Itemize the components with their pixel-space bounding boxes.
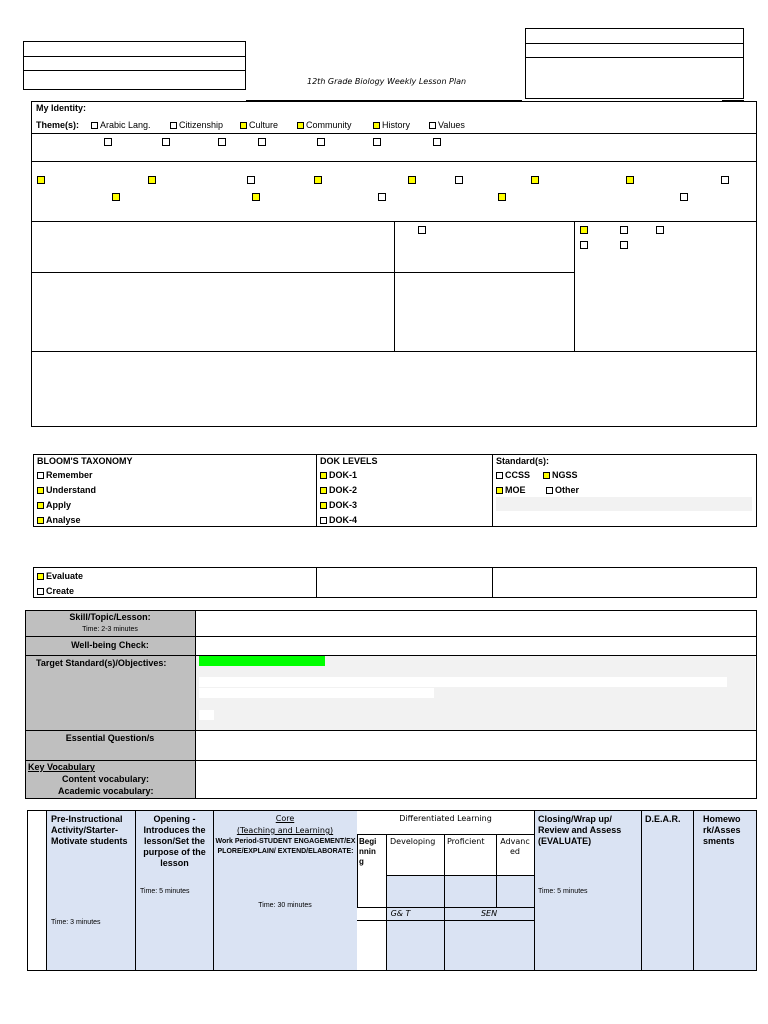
checkbox-icon[interactable] <box>162 138 170 146</box>
standard-ccss[interactable] <box>496 470 530 480</box>
blooms-title: BLOOM'S TAXONOMY <box>37 456 133 466</box>
blooms-label: Evaluate <box>46 571 84 581</box>
lesson-details-divider <box>195 610 196 799</box>
standard-label: NGSS <box>552 470 578 480</box>
taxonomy-divider <box>316 454 317 527</box>
lesson-row-rule <box>25 730 757 731</box>
blooms-label: Apply <box>46 500 72 510</box>
checkbox-icon[interactable] <box>455 176 463 184</box>
checkbox-icon[interactable] <box>37 517 44 524</box>
checkbox-icon[interactable] <box>433 138 441 146</box>
checkbox-icon[interactable] <box>37 502 44 509</box>
blooms-label: Analyse <box>46 515 81 525</box>
standard-ngss[interactable] <box>543 470 578 480</box>
standard-label: Other <box>555 485 580 495</box>
homework-title: Homework/Assessments <box>703 814 741 846</box>
my-identity-label: My Identity: <box>36 103 87 113</box>
header-right-rule <box>525 57 744 58</box>
checkbox-icon[interactable] <box>429 122 436 129</box>
checkbox-icon[interactable] <box>620 226 628 234</box>
checkbox-icon[interactable] <box>320 487 327 494</box>
checkbox-icon[interactable] <box>37 588 44 595</box>
core-subtitle: (Teaching and Learning) <box>236 826 334 835</box>
dok-label: DOK-1 <box>329 470 358 480</box>
identity-divider <box>574 221 575 351</box>
standards-shade <box>496 497 752 511</box>
checkbox-icon[interactable] <box>378 193 386 201</box>
checkbox-icon[interactable] <box>317 138 325 146</box>
core-title: Core <box>275 814 295 823</box>
periods-rule <box>386 875 534 876</box>
checkbox-icon[interactable] <box>148 176 156 184</box>
identity-rule <box>31 161 757 162</box>
lesson-row-rule <box>25 655 757 656</box>
theme-label: Citizenship <box>179 120 224 130</box>
header-left-rule <box>23 70 246 71</box>
differentiated-title: Differentiated Learning <box>399 814 492 823</box>
checkbox-icon[interactable] <box>626 176 634 184</box>
periods-rule <box>357 907 534 908</box>
periods-divider <box>496 834 497 907</box>
target-objectives-label: Target Standard(s)/Objectives: <box>36 658 167 668</box>
dok-2[interactable] <box>320 485 357 495</box>
checkbox-icon[interactable] <box>218 138 226 146</box>
checkbox-icon[interactable] <box>37 472 44 479</box>
closing-title: Closing/Wrap up/ Review and Assess (EVALUATE) <box>538 814 622 846</box>
closing-time: Time: 5 minutes <box>538 888 588 895</box>
header-left-box <box>23 41 246 90</box>
standard-label: CCSS <box>505 470 531 480</box>
periods-rule <box>357 920 534 921</box>
theme-culture[interactable] <box>240 120 278 130</box>
taxonomy-table-2 <box>33 567 757 598</box>
periods-divider <box>135 810 136 971</box>
lesson-row-rule <box>25 636 757 637</box>
checkbox-icon[interactable] <box>258 138 266 146</box>
dear-title: D.E.A.R. <box>645 814 681 824</box>
page-title: 12th Grade Biology Weekly Lesson Plan <box>307 77 467 86</box>
taxonomy-table <box>33 454 757 527</box>
blooms-analyse[interactable] <box>37 515 81 525</box>
checkbox-icon[interactable] <box>418 226 426 234</box>
checkbox-icon[interactable] <box>721 176 729 184</box>
diff-gifted-talented: G& T <box>390 909 411 918</box>
theme-label: Values <box>438 120 465 130</box>
checkbox-icon[interactable] <box>373 138 381 146</box>
standard-moe[interactable] <box>496 485 526 495</box>
identity-rule <box>31 272 574 273</box>
theme-label: Culture <box>249 120 279 130</box>
checkbox-icon[interactable] <box>104 138 112 146</box>
skill-time: Time: 2-3 minutes <box>82 626 138 633</box>
checkbox-icon[interactable] <box>543 472 550 479</box>
opening-time: Time: 5 minutes <box>140 888 190 895</box>
dok-4[interactable] <box>320 515 357 525</box>
checkbox-icon[interactable] <box>297 122 304 129</box>
checkbox-icon[interactable] <box>252 193 260 201</box>
theme-label: Arabic Lang. <box>100 120 151 130</box>
checkbox-icon[interactable] <box>531 176 539 184</box>
checkbox-icon[interactable] <box>314 176 322 184</box>
checkbox-icon[interactable] <box>620 241 628 249</box>
taxonomy-divider <box>492 567 493 598</box>
theme-arabic[interactable] <box>91 120 151 130</box>
periods-divider <box>444 834 445 971</box>
header-left-rule <box>23 56 246 57</box>
checkbox-icon[interactable] <box>320 517 327 524</box>
lesson-details-table <box>25 610 757 799</box>
themes-label: Theme(s): <box>36 120 80 130</box>
academic-vocabulary-label: Academic vocabulary: <box>58 786 154 796</box>
checkbox-icon[interactable] <box>37 487 44 494</box>
content-vocabulary-label: Content vocabulary: <box>62 774 150 784</box>
opening-title: Opening - Introduces the lesson/Set the purpose of the lesson <box>143 814 206 868</box>
header-right-rule <box>525 43 744 44</box>
key-vocabulary-label: Key Vocabulary <box>28 762 95 772</box>
theme-community[interactable] <box>297 120 352 130</box>
periods-divider <box>641 810 642 971</box>
checkbox-icon[interactable] <box>112 193 120 201</box>
standard-other[interactable] <box>546 485 579 495</box>
theme-citizenship[interactable] <box>170 120 223 130</box>
checkbox-icon[interactable] <box>496 487 503 494</box>
blooms-apply[interactable] <box>37 500 71 510</box>
pre-instructional-title: Pre-Instructional Activity/Starter- Motivate students <box>51 814 128 846</box>
periods-divider <box>386 834 387 971</box>
periods-rule <box>357 834 534 835</box>
checkbox-icon[interactable] <box>373 122 380 129</box>
identity-divider <box>394 221 395 351</box>
standards-title: Standard(s): <box>496 456 550 466</box>
checkbox-icon[interactable] <box>320 502 327 509</box>
taxonomy-divider <box>316 567 317 598</box>
checkbox-icon[interactable] <box>656 226 664 234</box>
blooms-create[interactable] <box>37 586 74 596</box>
theme-label: History <box>382 120 411 130</box>
periods-divider <box>534 810 535 971</box>
dok-title: DOK LEVELS <box>320 456 378 466</box>
periods-divider <box>46 810 47 971</box>
checkbox-icon[interactable] <box>580 226 588 234</box>
blooms-label: Create <box>46 586 75 596</box>
checkbox-icon[interactable] <box>240 122 247 129</box>
diff-sen: SEN <box>480 909 498 918</box>
diff-proficient: Proficient <box>447 837 485 846</box>
lesson-row-rule <box>25 760 757 761</box>
theme-values[interactable] <box>429 120 465 130</box>
identity-rule <box>31 133 757 134</box>
identity-rule <box>31 351 757 352</box>
diff-developing: Developing <box>390 837 436 846</box>
checkbox-icon[interactable] <box>680 193 688 201</box>
theme-label: Community <box>306 120 352 130</box>
core-description: Work Period-STUDENT ENGAGEMENT/EXPLORE/EXPLAIN/ EXTEND/ELABORATE: <box>215 838 356 855</box>
skill-topic-label: Skill/Topic/Lesson: <box>69 612 151 622</box>
dok-1[interactable] <box>320 470 357 480</box>
checkbox-icon[interactable] <box>498 193 506 201</box>
standard-label: MOE <box>505 485 526 495</box>
checkbox-icon[interactable] <box>496 472 503 479</box>
checkbox-icon[interactable] <box>170 122 177 129</box>
checkbox-icon[interactable] <box>37 176 45 184</box>
theme-history[interactable] <box>373 120 410 130</box>
blooms-remember[interactable] <box>37 470 93 480</box>
wellbeing-label: Well-being Check: <box>71 640 149 650</box>
dok-label: DOK-4 <box>329 515 358 525</box>
essential-question-label: Essential Question/s <box>65 733 155 743</box>
blooms-label: Understand <box>46 485 97 495</box>
periods-divider <box>357 834 358 907</box>
periods-divider <box>693 810 694 971</box>
checkbox-icon[interactable] <box>320 472 327 479</box>
core-time: Time: 30 minutes <box>258 902 312 909</box>
dok-label: DOK-3 <box>329 500 358 510</box>
checkbox-icon[interactable] <box>91 122 98 129</box>
header-right-box <box>525 28 744 99</box>
pre-instructional-time: Time: 3 minutes <box>51 919 101 926</box>
blooms-label: Remember <box>46 470 93 480</box>
taxonomy-divider <box>492 454 493 527</box>
checkbox-icon[interactable] <box>37 573 44 580</box>
dok-3[interactable] <box>320 500 357 510</box>
blooms-evaluate[interactable] <box>37 571 83 581</box>
checkbox-icon[interactable] <box>247 176 255 184</box>
checkbox-icon[interactable] <box>546 487 553 494</box>
diff-advanced: Advanced <box>500 837 530 856</box>
checkbox-icon[interactable] <box>580 241 588 249</box>
blooms-understand[interactable] <box>37 485 96 495</box>
dok-label: DOK-2 <box>329 485 358 495</box>
diff-beginning: Beginning <box>359 837 377 866</box>
checkbox-icon[interactable] <box>408 176 416 184</box>
